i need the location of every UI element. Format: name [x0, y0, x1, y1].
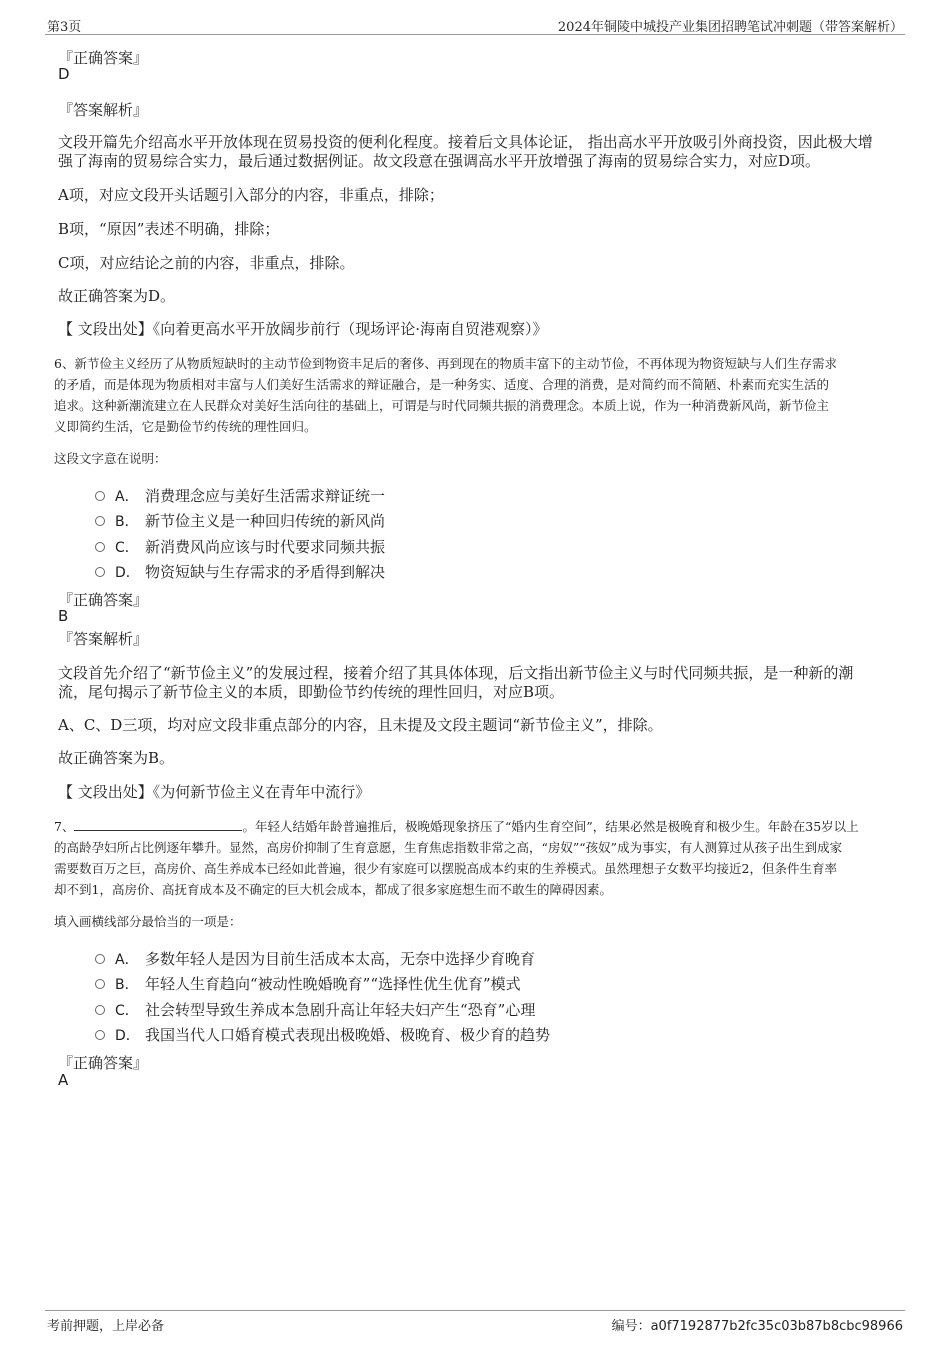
document-title: 2024年铜陵中城投产业集团招聘笔试冲刺题（带答案解析）	[557, 20, 903, 35]
q7-option-c[interactable]: C． 社会转型导致生养成本急剧升高让年轻夫妇产生“恐育”心理	[95, 999, 535, 1020]
radio-icon[interactable]	[95, 567, 105, 577]
q7-answer-label: 『正确答案』	[58, 1054, 149, 1072]
page-header	[45, 14, 905, 35]
q6-final: 故正确答案为B。	[58, 749, 175, 767]
q7-stem-line-1: 7、 。年轻人结婚年龄普遍推后，极晚婚现象挤压了“婚内生育空间”，结果必然是极晚育和极少生。年龄在35岁以上	[54, 819, 859, 834]
radio-icon[interactable]	[95, 979, 105, 989]
q7-option-a[interactable]: A． 多数年轻人是因为目前生活成本太高，无奈中选择少育晚育	[95, 948, 535, 969]
q6-answer: B	[58, 607, 69, 625]
q7-answer: A	[58, 1071, 69, 1089]
q6-prompt: 这段文字意在说明：	[54, 451, 167, 466]
radio-icon[interactable]	[95, 1030, 105, 1040]
q5-final: 故正确答案为D。	[58, 287, 176, 305]
q6-source: 【 文段出处】《为何新节俭主义在青年中流行》	[58, 783, 371, 801]
q7-stem-line-4: 却不到1，高房价、高抚育成本及不确定的巨大机会成本，都成了很多家庭想生而不敢生的障碍因素。	[54, 882, 612, 897]
q6-stem-line-1: 6、新节俭主义经历了从物质短缺时的主动节俭到物资丰足后的奢侈、再到现在的物质丰富下的主动节俭，不再体现为物资短缺与人们生存需求	[54, 356, 837, 371]
q6-stem-line-4: 义即简约生活，它是勤俭节约传统的理性回归。	[54, 419, 317, 434]
q6-option-c[interactable]: C． 新消费风尚应该与时代要求同频共振	[95, 536, 385, 557]
q5-analysis-line-1: 文段开篇先介绍高水平开放体现在贸易投资的便利化程度。接着后文具体论证， 指出高水平开放吸引外商投资，因此极大增	[58, 133, 873, 151]
q7-prompt: 填入画横线部分最恰当的一项是：	[54, 914, 242, 929]
q6-analysis-line-1: 文段首先介绍了“新节俭主义”的发展过程，接着介绍了其具体体现，后文指出新节俭主义与时代同频共振，是一种新的潮	[58, 664, 854, 682]
q6-option-d[interactable]: D． 物资短缺与生存需求的矛盾得到解决	[95, 561, 385, 582]
fill-blank	[74, 818, 242, 831]
q6-option-a[interactable]: A． 消费理念应与美好生活需求辩证统一	[95, 485, 385, 506]
q5-option-b-analysis: B项，“原因”表述不明确，排除；	[58, 220, 280, 238]
q5-analysis-line-2: 强了海南的贸易综合实力，最后通过数据例证。故文段意在强调高水平开放增强了海南的贸易综合实力，对应D项。	[58, 152, 821, 170]
q5-answer-label: 『正确答案』	[58, 49, 149, 67]
q5-answer: D	[58, 65, 70, 83]
q6-option-b[interactable]: B． 新节俭主义是一种回归传统的新风尚	[95, 510, 385, 531]
q7-option-d[interactable]: D． 我国当代人口婚育模式表现出极晚婚、极晚育、极少育的趋势	[95, 1024, 550, 1045]
q6-analysis-label: 『答案解析』	[58, 630, 149, 648]
q5-option-a-analysis: A项，对应文段开头话题引入部分的内容，非重点，排除；	[58, 186, 444, 204]
radio-icon[interactable]	[95, 491, 105, 501]
radio-icon[interactable]	[95, 954, 105, 964]
page-footer	[45, 1310, 905, 1341]
page-number: 第3页	[47, 20, 82, 35]
q5-analysis-label: 『答案解析』	[58, 101, 149, 119]
q6-answer-label: 『正确答案』	[58, 591, 149, 609]
q6-stem-line-3: 追求。这种新潮流建立在人民群众对美好生活向往的基础上，可谓是与时代同频共振的消费理念。本质上说，作为一种消费新风尚，新节俭主	[54, 398, 830, 413]
footer-slogan: 考前押题，上岸必备	[47, 1319, 165, 1334]
q7-option-b[interactable]: B． 年轻人生育趋向“被动性晚婚晚育”“选择性优生优育”模式	[95, 973, 521, 994]
q6-acd-analysis: A、C、D三项，均对应文段非重点部分的内容，且未提及文段主题词“新节俭主义”，排除。	[58, 716, 663, 734]
q7-stem-line-3: 需要数百万之巨，高房价、高生养成本已经如此普遍，很少有家庭可以摆脱高成本约束的生养模式。虽然理想子女数平均接近2，但条件生育率	[54, 861, 837, 876]
doc-code: 编号：a0f7192877b2fc35c03b87b8cbc98966	[611, 1319, 903, 1334]
radio-icon[interactable]	[95, 516, 105, 526]
q6-stem-line-2: 的矛盾，而是体现为物质相对丰富与人们美好生活需求的辩证融合，是一种务实、适度、合理的消费，是对简约而不简陋、朴素而充实生活的	[54, 377, 830, 392]
q6-analysis-line-2: 流，尾句揭示了新节俭主义的本质，即勤俭节约传统的理性回归，对应B项。	[58, 683, 565, 701]
radio-icon[interactable]	[95, 542, 105, 552]
radio-icon[interactable]	[95, 1005, 105, 1015]
q5-source: 【 文段出处】《向着更高水平开放阔步前行（现场评论·海南自贸港观察）》	[58, 320, 548, 338]
q5-option-c-analysis: C项，对应结论之前的内容，非重点，排除。	[58, 254, 355, 272]
q7-stem-line-2: 的高龄孕妇所占比例逐年攀升。显然，高房价抑制了生育意愿，生育焦虑指数非常之高，“房奴”“孩奴”成为事实，有人测算过从孩子出生到成家	[54, 840, 843, 855]
